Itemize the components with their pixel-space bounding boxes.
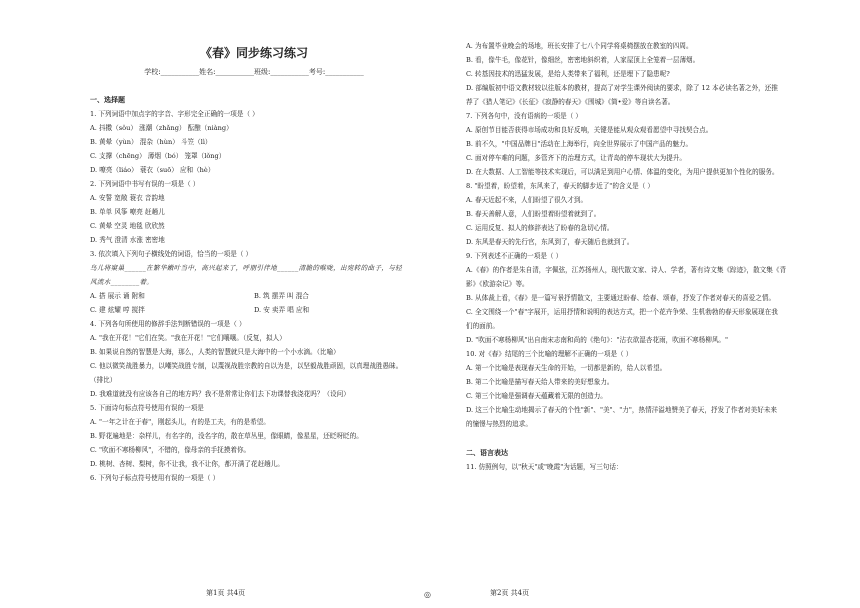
text-line: 1. 下列词语中加点字的字音、字形完全正确的一项是（ ）	[90, 110, 259, 118]
text-line: 3. 依次填入下列句子横线处的词语，恰当的一项是（ ）	[90, 250, 253, 258]
q3-options	[90, 292, 418, 314]
option-item: D. 安 卖弄 唱 应和	[254, 306, 310, 314]
section-heading-choice: 一、选择题	[90, 95, 125, 104]
text-line: A. 抖擞（sǒu） 涨潮（zhǎng） 酝酿（niàng）	[90, 124, 233, 132]
text-line: C. 黄晕 空灵 地毯 欣欣然	[90, 222, 165, 230]
footer-page-left: 第1页 共4页	[206, 589, 246, 597]
option-row	[90, 306, 418, 314]
text-line: 6. 下列句子标点符号使用有误的一项是（ ）	[90, 474, 220, 482]
text-line: 2. 下列词语中书写有误的一项是（ ）	[90, 180, 200, 188]
option-item: A. 搭 展示 诵 附和	[90, 292, 145, 300]
text-line: 9. 下列表述不正确的一项是（ ）	[466, 252, 563, 260]
text-line: D. 我难道就没有应该各自己的地方吗？我不是常常让你们去下功课替我浇花吗？（设问）	[90, 390, 350, 398]
option-row	[90, 292, 418, 300]
text-line: B. 从体裁上看，《春》是一篇写景抒情散文，主要通过盼春、绘春、颂春，抒发了作者对春天的喜爱之情。	[466, 294, 776, 302]
question-block-3	[466, 42, 832, 428]
text-line: A. "我在开花！"它们在笑。"我在开花！"它们嚷嚷。（反复，拟人）	[90, 334, 286, 342]
text-line: D. 在大数据、人工智能等技术实现后，可以满足到用户心情、体温的变化，为用户提供更加个性化的服务。	[466, 168, 779, 176]
text-line: B. 黄晕（yùn） 混杂（hùn） 斗笠（lì）	[90, 138, 212, 146]
option-item: C. 建 炫耀 哼 搅拌	[90, 306, 145, 314]
text-line: C. "吹面不寒杨柳风"，不错的，像母亲的手抚摸着你。	[90, 446, 251, 454]
text-line: A. 第一个比喻是表现春天生命的开始，一切都是新的，给人以希望。	[466, 364, 667, 372]
text-line: C. 面对停车难的问题，多管齐下的治理方式，让青岛的停车现状大为提升。	[466, 154, 687, 162]
question-block-1	[90, 110, 418, 258]
q3-passage-line-2: 风流水________着。	[90, 278, 154, 286]
text-line: 的憧憬与热烈的追求。	[466, 420, 532, 428]
right-page	[430, 0, 860, 608]
text-line: A. "一年之计在于春"，刚起头儿，有的是工夫，有的是希望。	[90, 418, 270, 426]
text-line: 荐了《猎人笔记》《长征》《寂静的春天》《围城》《简•爱》等自读名著。	[466, 98, 675, 106]
text-line: 7. 下列各句中，没有语病的一项是（ ）	[466, 112, 582, 120]
text-line: B. 如果说自然的智慧是大海，那么，人类的智慧就只是大海中的一个小水滴。（比喻）	[90, 348, 340, 356]
text-line: D. 桃树、杏树、梨树，你不让我，我不让你，都开满了花赶趟儿。	[90, 460, 284, 468]
question-11: 11. 仿照例句，以"秋天"或"晚霞"为话题，写三句话：	[466, 463, 623, 471]
text-line: D. 秀气 澄清 水涨 密密地	[90, 236, 165, 244]
footer-page-right: 第2页 共4页	[490, 589, 530, 597]
text-line: A. 原创节目能否获得市场成功和良好反响，关键是能从观众观看愿望中寻找契合点。	[466, 126, 713, 134]
text-line: C. 转基因技术的迅猛发展，是给人类带来了福利，还是埋下了隐患呢?	[466, 70, 670, 78]
text-line: 影》《欧游杂记》等。	[466, 280, 529, 288]
text-line: B. 野花遍地是：杂样儿，有名字的，没名字的，散在草丛里，像眼睛，像星星，还眨呀眨的。	[90, 432, 363, 440]
text-line: A. 为布置毕业晚会的场地，班长安排了七八个同学将桌椅摆放在教室的四周。	[466, 42, 693, 50]
text-line: B. 春天善解人意，人们盼望着盼望着就到了。	[466, 210, 601, 218]
text-line: D. 东风是春天的先行官，东风到了，春天随后也就到了。	[466, 238, 634, 246]
text-line: C. 运用反复、拟人的修辞表达了盼春的急切心情。	[466, 224, 614, 232]
text-line: 们的面前。	[466, 322, 499, 330]
text-line: 10. 对《春》结尾的三个比喻的理解不正确的一项是（ ）	[466, 350, 633, 358]
text-line: D. 部编版初中语文教材较以往版本的教材，提高了对学生课外阅读的要求，除了 12 本必读名著之外，还推	[466, 84, 778, 92]
text-line: C. 第三个比喻是强调春天蕴藏着无限的创造力。	[466, 392, 607, 400]
text-line: B. 第二个比喻是描写春天给人带来的美好想象力。	[466, 378, 614, 386]
text-line: D. "吹面不寒杨柳风"出自南宋志南和尚的《绝句》："沾衣欲湿杏花雨，吹面不寒杨柳风。"	[466, 336, 729, 344]
text-line: D. 这三个比喻生动地揭示了春天的个性"新"、"美"、"力"，热情洋溢地赞美了春天，抒发了作者对美好未来	[466, 406, 777, 414]
student-info-line: 学校:___________姓名:___________班级:___________考号:___________	[144, 68, 364, 76]
text-line: A.《春》的作者是朱自清，字佩弦，江苏扬州人，现代散文家、诗人、学者，著有诗文集《踪迹》，散文集《背	[466, 266, 787, 274]
text-line: 5. 下面诗句标点符号使用有误的一项是	[90, 404, 204, 412]
section-heading-language: 二、语言表达	[466, 448, 508, 457]
text-line: （排比）	[90, 376, 117, 384]
text-line: 8. "盼望着，盼望着，东风来了，春天的脚步近了"的含义是（ ）	[466, 182, 654, 190]
question-block-2	[90, 320, 418, 482]
text-line: A. 安誓 宽敞 蓑衣 音韵地	[90, 194, 165, 202]
text-line: C. 支撑（chēng） 薄烟（bó） 笼罩（lǒng）	[90, 152, 226, 160]
text-line: B. 单单 风筝 嘹亮 赶趟儿	[90, 208, 165, 216]
text-line: 4. 下列各句所使用的修辞手法判断错误的一项是（ ）	[90, 320, 246, 328]
text-line: A. 春天近起不来，人们盼望了很久才到。	[466, 196, 588, 204]
q3-passage-line-1: 鸟儿将窠巢______在繁华嫩叶当中，高兴起来了，呼朋引伴地______清脆的喉咙，出宛转的曲子，与轻	[90, 264, 403, 272]
text-line: C. 全文围绕一个"春"字展开，运用抒情和说明的表达方式，把一个花卉争荣、生机勃勃的春天形象展现在我	[466, 308, 778, 316]
document-title: 《春》同步练习练习	[199, 46, 308, 60]
footer-separator-icon: ◎	[424, 590, 431, 599]
text-line: C. 他以微笑战胜暴力，以嘲笑战胜专制，以蔑视战胜宗教的自以为是，以坚毅战胜顽固，以真理战胜愚昧。	[90, 362, 403, 370]
text-line: B. 看，像牛毛，像花针，像细丝，密密地斜织着，人家屋顶上全笼着一层薄烟。	[466, 56, 700, 64]
text-line: D. 嘹亮（liáo） 蓑衣（suō） 应和（hè）	[90, 166, 215, 174]
option-item: B. 筑 摆弄 叫 混合	[254, 292, 309, 300]
text-line: B. 前不久，"中国品牌日"活动在上海举行，向全世界展示了中国产品的魅力。	[466, 140, 693, 148]
